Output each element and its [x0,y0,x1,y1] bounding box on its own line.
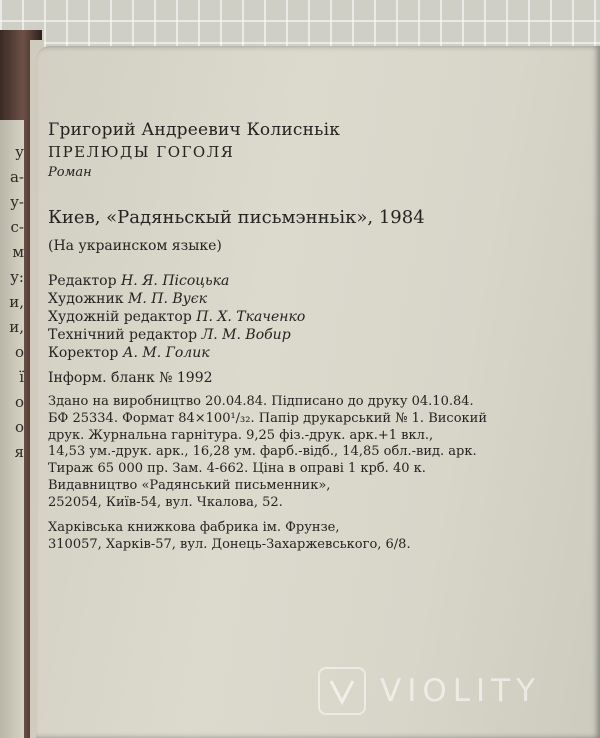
left-fragment: у: [10,268,24,286]
violity-logo-icon [318,667,366,715]
credit-role: Редактор [48,273,117,289]
imprint-block [48,394,487,512]
printer-line: 310057, Харків-57, вул. Донець-Захаржевського, 6/8. [48,536,411,552]
left-fragment: и, [9,293,24,311]
author-name: Григорий Андреевич Колисньік [48,120,341,140]
imprint-line: 14,53 ум.-друк. арк., 16,28 ум. фарб.-відб., 14,85 обл.-вид. арк. [48,444,477,460]
credit-role: Коректор [48,345,119,361]
credit-name: Н. Я. Пісоцька [121,273,230,289]
credit-role: Художній редактор [48,309,192,325]
left-fragment: у [15,143,24,161]
imprint-line: Видавництво «Радянський письменник», [48,477,331,493]
left-fragment: я [14,443,24,461]
credit-row [48,290,305,308]
imprint-line: Здано на виробництво 20.04.84. Підписано до друку 04.10.84. [48,394,474,409]
credit-name: Л. М. Вобир [201,327,291,343]
credit-name: П. Х. Ткаченко [196,309,306,325]
left-fragment: у- [10,193,24,211]
left-fragment: ї [19,368,24,386]
credit-row [48,344,305,362]
imprint-line: 252054, Київ-54, вул. Чкалова, 52. [48,494,283,510]
imprint-line: БФ 25334. Формат 84×100¹/₃₂. Папір друкарський № 1. Високий [48,410,487,426]
credit-row [48,326,305,344]
credit-name: М. П. Вуєк [128,291,207,307]
watermark [318,667,578,719]
left-fragment: с- [10,218,24,236]
credit-row [48,308,305,326]
book-title: ПРЕЛЮДЫ ГОГОЛЯ [48,143,235,161]
credits-list [48,272,305,362]
language-note: (На украинском языке) [48,238,222,254]
credit-role: Художник [48,291,124,307]
printer-line: Харківська книжкова фабрика ім. Фрунзе, [48,520,340,535]
publication-info: Киев, «Радяньскый письмэнньік», 1984 [48,207,425,228]
imprint-line: друк. Журнальна гарнітура. 9,25 фіз.-друк. арк.+1 вкл., [48,427,434,443]
book-genre: Роман [48,165,92,180]
watermark-text: VIOLITY [380,673,542,709]
left-fragment: м [12,243,24,261]
credit-row [48,272,305,290]
credit-name: А. М. Голик [122,345,210,361]
imprint-line: Тираж 65 000 пр. Зам. 4-662. Ціна в оправі 1 крб. 40 к. [48,461,426,477]
left-page-text [0,140,24,520]
left-fragment: о [14,343,24,361]
left-fragment: а- [9,168,24,186]
left-fragment: и, [9,318,24,336]
credit-role: Технічний редактор [48,327,198,343]
left-fragment: о [14,393,24,411]
left-fragment: о [14,418,24,436]
printer-block [48,520,411,554]
inform-blank: Інформ. бланк № 1992 [48,370,213,386]
